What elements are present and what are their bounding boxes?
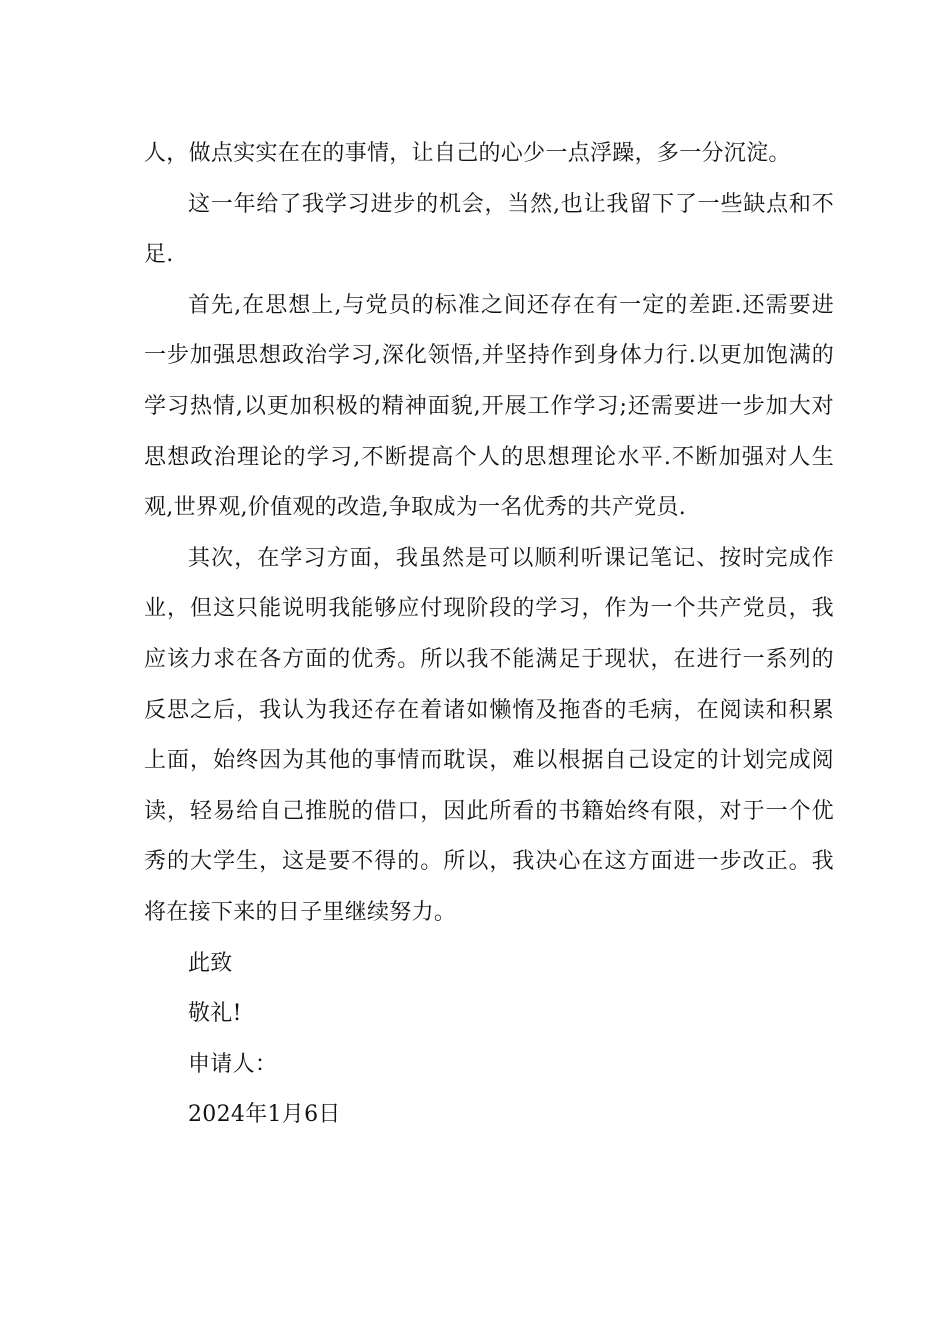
letter-closing <box>144 939 834 1141</box>
letter-date: 2024年1月6日 <box>188 1102 341 1128</box>
paragraph-study: 其次，在学习方面，我虽然是可以顺利听课记笔记、按时完成作业，但这只能说明我能够应付现阶段的学习，作为一个共产党员，我应该力求在各方面的优秀。所以我不能满足于现状，在进行一系列的反思之后，我认为我还存在着诸如懒惰及拖沓的毛病，在阅读和积累上面，始终因为其他的事情而耽误，难以根据自己设定的计划完成阅读，轻易给自己推脱的借口，因此所看的书籍始终有限，对于一个优秀的大学生，这是要不得的。所以，我决心在这方面进一步改正。我将在接下来的日子里继续努力。 <box>144 545 834 925</box>
paragraph-continuation: 人，做点实实在在的事情，让自己的心少一点浮躁，多一分沉淀。 <box>144 141 791 166</box>
paragraph-ideology: 首先,在思想上,与党员的标准之间还存在有一定的差距.还需要进一步加强思想政治学习,深化领悟,并坚持作到身体力行.以更加饱满的学习热情,以更加积极的精神面貌,开展工作学习;还需要进一步加大对思想政治理论的学习,不断提高个人的思想理论水平.不断加强对人生观,世界观,价值观的改造,争取成为一名优秀的共产党员. <box>144 292 834 521</box>
letter-body <box>144 129 834 1141</box>
applicant-label: 申请人： <box>188 1051 278 1077</box>
paragraph-opportunity: 这一年给了我学习进步的机会，当然,也让我留下了一些缺点和不足. <box>144 191 834 268</box>
salutation: 此致 <box>188 950 233 976</box>
regards: 敬礼! <box>188 1001 242 1027</box>
